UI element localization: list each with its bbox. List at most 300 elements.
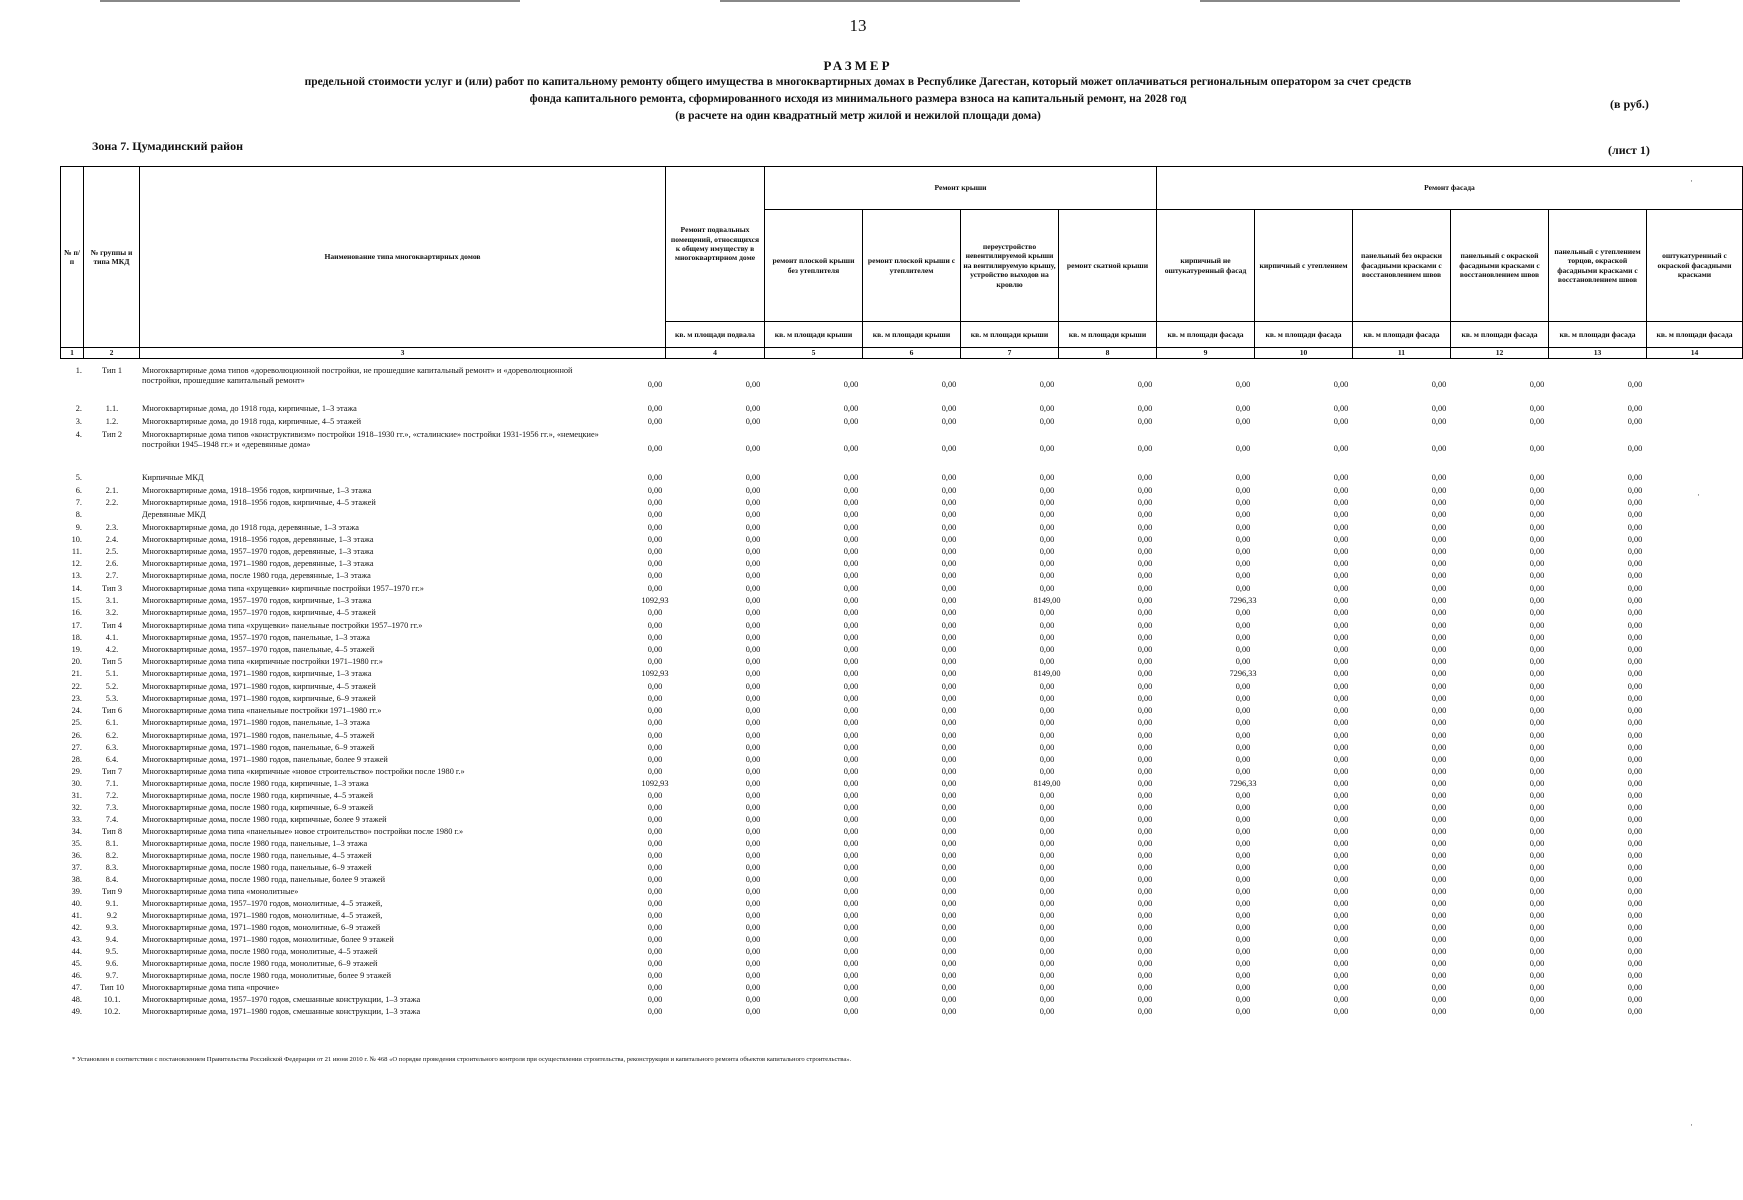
zone-label: Зона 7. Цумадинский район — [92, 139, 243, 153]
row-value-col-6: 0,00 — [843, 498, 859, 507]
row-value-col-6: 0,00 — [843, 718, 859, 727]
row-value-col-8: 0,00 — [1039, 995, 1055, 1004]
row-value-col-5: 0,00 — [745, 535, 761, 544]
table-row — [0, 430, 1716, 453]
row-value-col-7: 0,00 — [941, 827, 957, 836]
row-value-col-4: 0,00 — [647, 803, 663, 812]
row-group: 7.1. — [105, 779, 119, 788]
row-value-col-14: 0,00 — [1627, 682, 1643, 691]
colnum-1: 1 — [60, 348, 84, 359]
row-value-col-12: 0,00 — [1431, 444, 1447, 453]
row-value-col-14: 0,00 — [1627, 417, 1643, 426]
row-value-col-7: 0,00 — [941, 755, 957, 764]
row-value-col-8: 0,00 — [1039, 417, 1055, 426]
colnum-3: 3 — [140, 348, 666, 359]
row-value-col-10: 0,00 — [1235, 923, 1251, 932]
row-value-col-12: 0,00 — [1431, 755, 1447, 764]
table-row — [0, 657, 1716, 669]
row-name: Многоквартирные дома типа «панельные» новое строительство» постройки после 1980 г.» — [142, 827, 464, 836]
row-name: Многоквартирные дома, 1971–1980 годов, панельные, более 9 этажей — [142, 755, 388, 764]
row-group: 2.6. — [105, 559, 119, 568]
row-value-col-13: 0,00 — [1529, 767, 1545, 776]
row-group: 7.3. — [105, 803, 119, 812]
row-name: Многоквартирные дома, до 1918 года, кирпичные, 4–5 этажей — [142, 417, 362, 426]
row-value-col-14: 0,00 — [1627, 971, 1643, 980]
row-value-col-4: 0,00 — [647, 404, 663, 413]
row-number: 44. — [71, 947, 82, 956]
row-value-col-4: 0,00 — [647, 444, 663, 453]
row-value-col-14: 0,00 — [1627, 935, 1643, 944]
row-value-col-14: 0,00 — [1627, 767, 1643, 776]
row-value-col-12: 0,00 — [1431, 473, 1447, 482]
row-value-col-10: 0,00 — [1235, 417, 1251, 426]
row-value-col-14: 0,00 — [1627, 596, 1643, 605]
row-value-col-9: 0,00 — [1137, 645, 1153, 654]
row-value-col-7: 0,00 — [941, 645, 957, 654]
row-group: 8.1. — [105, 839, 119, 848]
row-value-col-10: 0,00 — [1235, 706, 1251, 715]
row-value-col-8: 0,00 — [1039, 899, 1055, 908]
row-value-col-9: 0,00 — [1137, 791, 1153, 800]
row-name: Деревянные МКД — [142, 510, 206, 519]
row-value-col-11: 0,00 — [1333, 911, 1349, 920]
row-number: 34. — [71, 827, 82, 836]
row-value-col-11: 0,00 — [1333, 380, 1349, 389]
row-name: Многоквартирные дома, после 1980 года, кирпичные, 6–9 этажей — [142, 803, 374, 812]
table-row — [0, 803, 1716, 815]
row-value-col-6: 0,00 — [843, 571, 859, 580]
row-value-col-10: 7296,33 — [1229, 779, 1257, 788]
colnum-7: 7 — [961, 348, 1059, 359]
row-name: Многоквартирные дома, 1971–1980 годов, монолитные, 6–9 этажей — [142, 923, 381, 932]
footnote: * Установлен в соответствии с постановлением Правительства Российской Федерации от 21 июня 2010 г. № 468 «О порядке проведения строительного контроля при осуществлении строительства, реконструкции и капитального ремонта объектов капитального строительства». — [72, 1056, 852, 1063]
row-value-col-12: 0,00 — [1431, 547, 1447, 556]
row-value-col-6: 0,00 — [843, 983, 859, 992]
row-value-col-12: 0,00 — [1431, 682, 1447, 691]
row-value-col-9: 0,00 — [1137, 682, 1153, 691]
row-value-col-5: 0,00 — [745, 584, 761, 593]
row-number: 47. — [71, 983, 82, 992]
row-value-col-5: 0,00 — [745, 827, 761, 836]
row-value-col-6: 0,00 — [843, 935, 859, 944]
row-number: 35. — [71, 839, 82, 848]
row-value-col-9: 0,00 — [1137, 779, 1153, 788]
row-value-col-4: 0,00 — [647, 694, 663, 703]
row-value-col-4: 0,00 — [647, 657, 663, 666]
row-value-col-10: 0,00 — [1235, 911, 1251, 920]
row-value-col-8: 0,00 — [1039, 473, 1055, 482]
table-row — [0, 947, 1716, 959]
row-value-col-7: 0,00 — [941, 983, 957, 992]
row-value-col-10: 0,00 — [1235, 645, 1251, 654]
row-value-col-13: 0,00 — [1529, 815, 1545, 824]
row-value-col-13: 0,00 — [1529, 755, 1545, 764]
row-number: 42. — [71, 923, 82, 932]
row-value-col-11: 0,00 — [1333, 779, 1349, 788]
row-value-col-11: 0,00 — [1333, 669, 1349, 678]
row-value-col-5: 0,00 — [745, 863, 761, 872]
row-value-col-7: 0,00 — [941, 851, 957, 860]
row-value-col-14: 0,00 — [1627, 947, 1643, 956]
row-value-col-4: 0,00 — [647, 743, 663, 752]
row-number: 32. — [71, 803, 82, 812]
row-value-col-11: 0,00 — [1333, 899, 1349, 908]
row-number: 14. — [71, 584, 82, 593]
row-value-col-12: 0,00 — [1431, 608, 1447, 617]
table-row — [0, 863, 1716, 875]
row-group: 3.2. — [105, 608, 119, 617]
row-value-col-8: 0,00 — [1039, 875, 1055, 884]
row-value-col-13: 0,00 — [1529, 1007, 1545, 1016]
row-number: 25. — [71, 718, 82, 727]
row-value-col-11: 0,00 — [1333, 486, 1349, 495]
row-value-col-12: 0,00 — [1431, 863, 1447, 872]
row-value-col-11: 0,00 — [1333, 571, 1349, 580]
row-value-col-14: 0,00 — [1627, 694, 1643, 703]
row-group: Тип 6 — [102, 706, 122, 715]
row-value-col-10: 0,00 — [1235, 608, 1251, 617]
row-name: Многоквартирные дома, до 1918 года, кирпичные, 1–3 этажа — [142, 404, 357, 413]
row-value-col-9: 0,00 — [1137, 959, 1153, 968]
row-value-col-4: 0,00 — [647, 417, 663, 426]
row-value-col-5: 0,00 — [745, 473, 761, 482]
row-value-col-5: 0,00 — [745, 621, 761, 630]
row-value-col-4: 0,00 — [647, 971, 663, 980]
row-value-col-4: 0,00 — [647, 510, 663, 519]
row-group: Тип 2 — [102, 430, 122, 439]
row-name: Многоквартирные дома, 1957–1970 годов, панельные, 4–5 этажей — [142, 645, 375, 654]
row-number: 23. — [71, 694, 82, 703]
row-value-col-12: 0,00 — [1431, 510, 1447, 519]
row-value-col-5: 0,00 — [745, 935, 761, 944]
row-value-col-7: 0,00 — [941, 417, 957, 426]
table-row — [0, 645, 1716, 657]
row-value-col-4: 0,00 — [647, 791, 663, 800]
row-number: 45. — [71, 959, 82, 968]
row-value-col-4: 0,00 — [647, 731, 663, 740]
row-value-col-10: 7296,33 — [1229, 669, 1257, 678]
row-value-col-13: 0,00 — [1529, 791, 1545, 800]
row-value-col-6: 0,00 — [843, 417, 859, 426]
page-number: 13 — [849, 16, 867, 35]
row-value-col-5: 0,00 — [745, 731, 761, 740]
row-value-col-6: 0,00 — [843, 887, 859, 896]
row-value-col-8: 0,00 — [1039, 621, 1055, 630]
row-value-col-4: 0,00 — [647, 718, 663, 727]
row-value-col-14: 0,00 — [1627, 473, 1643, 482]
row-value-col-6: 0,00 — [843, 380, 859, 389]
row-name: Многоквартирные дома, после 1980 года, панельные, 6–9 этажей — [142, 863, 372, 872]
row-value-col-11: 0,00 — [1333, 417, 1349, 426]
row-number: 43. — [71, 935, 82, 944]
row-value-col-8: 8149,00 — [1033, 669, 1061, 678]
row-value-col-9: 0,00 — [1137, 803, 1153, 812]
row-value-col-7: 0,00 — [941, 596, 957, 605]
subtitle-line-1: предельной стоимости услуг и (или) работ по капитальному ремонту общего имущества в многоквартирных домах в Республике Дагестан, который может оплачиваться региональным оператором за счет средств — [304, 76, 1412, 88]
row-group: 7.4. — [105, 815, 119, 824]
row-group: 9.6. — [105, 959, 119, 968]
row-name: Многоквартирные дома, после 1980 года, монолитные, более 9 этажей — [142, 971, 392, 980]
header-name: Наименование типа многоквартирных домов — [140, 166, 666, 348]
row-number: 37. — [71, 863, 82, 872]
row-value-col-10: 0,00 — [1235, 718, 1251, 727]
row-value-col-13: 0,00 — [1529, 827, 1545, 836]
table-row — [0, 875, 1716, 887]
row-value-col-9: 0,00 — [1137, 731, 1153, 740]
row-name: Многоквартирные дома, 1971–1980 годов, деревянные, 1–3 этажа — [142, 559, 374, 568]
row-value-col-10: 0,00 — [1235, 767, 1251, 776]
row-value-col-11: 0,00 — [1333, 559, 1349, 568]
row-value-col-13: 0,00 — [1529, 657, 1545, 666]
colnum-12: 12 — [1451, 348, 1549, 359]
row-value-col-5: 0,00 — [745, 444, 761, 453]
row-value-col-14: 0,00 — [1627, 584, 1643, 593]
colnum-9: 9 — [1157, 348, 1255, 359]
row-value-col-12: 0,00 — [1431, 911, 1447, 920]
row-value-col-7: 0,00 — [941, 899, 957, 908]
row-value-col-9: 0,00 — [1137, 498, 1153, 507]
row-value-col-5: 0,00 — [745, 815, 761, 824]
row-value-col-5: 0,00 — [745, 923, 761, 932]
table-row — [0, 827, 1716, 839]
row-value-col-13: 0,00 — [1529, 863, 1545, 872]
row-value-col-7: 0,00 — [941, 694, 957, 703]
row-value-col-6: 0,00 — [843, 559, 859, 568]
colnum-5: 5 — [765, 348, 863, 359]
row-value-col-5: 0,00 — [745, 959, 761, 968]
row-value-col-8: 0,00 — [1039, 498, 1055, 507]
table-row — [0, 608, 1716, 620]
row-name: Многоквартирные дома, 1971–1980 годов, панельные, 1–3 этажа — [142, 718, 370, 727]
row-value-col-14: 0,00 — [1627, 404, 1643, 413]
row-value-col-4: 0,00 — [647, 621, 663, 630]
row-value-col-5: 0,00 — [745, 839, 761, 848]
row-name: Многоквартирные дома типов «конструктивизм» постройки 1918–1930 гг.», «сталинские» постройки 1931-1956 гг.», «немецкие» постройки 1945–1948 гг.» и «деревянные дома» — [142, 430, 599, 449]
row-value-col-13: 0,00 — [1529, 803, 1545, 812]
row-value-col-4: 0,00 — [647, 935, 663, 944]
row-value-col-6: 0,00 — [843, 827, 859, 836]
row-name: Многоквартирные дома, после 1980 года, панельные, 1–3 этажа — [142, 839, 368, 848]
row-value-col-12: 0,00 — [1431, 498, 1447, 507]
header-col-6: ремонт плоской крыши с утеплителем — [863, 210, 961, 322]
row-value-col-5: 0,00 — [745, 718, 761, 727]
header-col-7: переустройство невентилируемой крыши на вентилируемую крышу, устройство выходов на кровлю — [961, 210, 1059, 322]
row-value-col-8: 8149,00 — [1033, 779, 1061, 788]
row-value-col-11: 0,00 — [1333, 535, 1349, 544]
row-value-col-13: 0,00 — [1529, 633, 1545, 642]
row-value-col-6: 0,00 — [843, 584, 859, 593]
row-value-col-14: 0,00 — [1627, 851, 1643, 860]
row-value-col-4: 0,00 — [647, 486, 663, 495]
row-group: 1.2. — [105, 417, 119, 426]
row-name: Многоквартирные дома, 1957–1970 годов, панельные, 1–3 этажа — [142, 633, 370, 642]
row-number: 13. — [71, 571, 82, 580]
row-group: 9.1. — [105, 899, 119, 908]
row-value-col-12: 0,00 — [1431, 633, 1447, 642]
row-value-col-11: 0,00 — [1333, 767, 1349, 776]
row-value-col-8: 0,00 — [1039, 559, 1055, 568]
row-value-col-4: 0,00 — [647, 923, 663, 932]
row-value-col-14: 0,00 — [1627, 535, 1643, 544]
row-value-col-12: 0,00 — [1431, 486, 1447, 495]
row-value-col-14: 0,00 — [1627, 380, 1643, 389]
header-basement: Ремонт подвальных помещений, относящихся к общему имуществу в многоквартирном доме — [666, 166, 765, 322]
row-value-col-9: 0,00 — [1137, 935, 1153, 944]
row-value-col-8: 0,00 — [1039, 887, 1055, 896]
row-number: 24. — [71, 706, 82, 715]
row-value-col-13: 0,00 — [1529, 417, 1545, 426]
row-value-col-7: 0,00 — [941, 839, 957, 848]
row-value-col-13: 0,00 — [1529, 995, 1545, 1004]
row-value-col-13: 0,00 — [1529, 669, 1545, 678]
row-group: 9.4. — [105, 935, 119, 944]
row-value-col-9: 0,00 — [1137, 473, 1153, 482]
row-value-col-12: 0,00 — [1431, 404, 1447, 413]
row-value-col-9: 0,00 — [1137, 559, 1153, 568]
row-name: Многоквартирные дома, 1971–1980 годов, панельные, 6–9 этажей — [142, 743, 375, 752]
row-value-col-11: 0,00 — [1333, 887, 1349, 896]
row-value-col-14: 0,00 — [1627, 803, 1643, 812]
row-value-col-4: 0,00 — [647, 645, 663, 654]
row-value-col-6: 0,00 — [843, 779, 859, 788]
row-value-col-6: 0,00 — [843, 755, 859, 764]
row-value-col-4: 0,00 — [647, 839, 663, 848]
table-row — [0, 815, 1716, 827]
table-row — [0, 621, 1716, 633]
row-value-col-8: 0,00 — [1039, 767, 1055, 776]
row-group: 5.2. — [105, 682, 119, 691]
row-group: 6.3. — [105, 743, 119, 752]
header-col-5: ремонт плоской крыши без утеплителя — [765, 210, 863, 322]
unit-col-6: кв. м площади крыши — [863, 322, 961, 348]
row-value-col-9: 0,00 — [1137, 851, 1153, 860]
row-value-col-14: 0,00 — [1627, 559, 1643, 568]
row-value-col-11: 0,00 — [1333, 584, 1349, 593]
row-value-col-11: 0,00 — [1333, 510, 1349, 519]
row-value-col-6: 0,00 — [843, 547, 859, 556]
row-value-col-7: 0,00 — [941, 706, 957, 715]
row-value-col-13: 0,00 — [1529, 596, 1545, 605]
row-value-col-12: 0,00 — [1431, 983, 1447, 992]
row-value-col-9: 0,00 — [1137, 718, 1153, 727]
row-value-col-12: 0,00 — [1431, 571, 1447, 580]
row-value-col-6: 0,00 — [843, 863, 859, 872]
row-value-col-4: 0,00 — [647, 682, 663, 691]
row-value-col-13: 0,00 — [1529, 971, 1545, 980]
row-value-col-12: 0,00 — [1431, 645, 1447, 654]
row-number: 16. — [71, 608, 82, 617]
row-value-col-8: 0,00 — [1039, 827, 1055, 836]
row-value-col-4: 0,00 — [647, 633, 663, 642]
row-value-col-6: 0,00 — [843, 444, 859, 453]
table-row — [0, 839, 1716, 851]
row-value-col-10: 0,00 — [1235, 851, 1251, 860]
row-value-col-8: 0,00 — [1039, 584, 1055, 593]
row-name: Многоквартирные дома типа «кирпичные постройки 1971–1980 гг.» — [142, 657, 383, 666]
row-value-col-10: 0,00 — [1235, 995, 1251, 1004]
row-value-col-6: 0,00 — [843, 875, 859, 884]
row-value-col-6: 0,00 — [843, 657, 859, 666]
row-number: 4. — [75, 430, 82, 439]
row-value-col-4: 0,00 — [647, 983, 663, 992]
row-name: Многоквартирные дома типа «монолитные» — [142, 887, 299, 896]
row-value-col-10: 0,00 — [1235, 510, 1251, 519]
row-value-col-13: 0,00 — [1529, 559, 1545, 568]
row-name: Многоквартирные дома, 1971–1980 годов, монолитные, более 9 этажей — [142, 935, 394, 944]
table-row — [0, 486, 1716, 498]
row-name: Многоквартирные дома, 1957–1970 годов, монолитные, 4–5 этажей, — [142, 899, 383, 908]
row-number: 49. — [71, 1007, 82, 1016]
table-row — [0, 851, 1716, 863]
row-number: 40. — [71, 899, 82, 908]
row-value-col-14: 0,00 — [1627, 608, 1643, 617]
row-value-col-5: 0,00 — [745, 851, 761, 860]
row-value-col-4: 0,00 — [647, 706, 663, 715]
table-row — [0, 767, 1716, 779]
row-value-col-5: 0,00 — [745, 498, 761, 507]
table-row — [0, 1007, 1716, 1019]
row-number: 22. — [71, 682, 82, 691]
row-value-col-4: 0,00 — [647, 571, 663, 580]
row-group: 5.3. — [105, 694, 119, 703]
row-value-col-7: 0,00 — [941, 498, 957, 507]
row-group: Тип 1 — [102, 366, 122, 375]
row-name: Многоквартирные дома типа «панельные постройки 1971–1980 гг.» — [142, 706, 382, 715]
row-number: 28. — [71, 755, 82, 764]
subtitle-line-2: фонда капитального ремонта, сформированного исходя из минимального размера взноса на капитальный ремонт, на 2028 год — [529, 93, 1187, 105]
row-value-col-7: 0,00 — [941, 633, 957, 642]
scan-mark: · — [1697, 490, 1700, 500]
row-value-col-7: 0,00 — [941, 444, 957, 453]
row-value-col-9: 0,00 — [1137, 899, 1153, 908]
row-value-col-4: 0,00 — [647, 559, 663, 568]
row-value-col-9: 0,00 — [1137, 669, 1153, 678]
row-value-col-10: 0,00 — [1235, 535, 1251, 544]
row-value-col-14: 0,00 — [1627, 827, 1643, 836]
row-value-col-7: 0,00 — [941, 803, 957, 812]
row-value-col-5: 0,00 — [745, 1007, 761, 1016]
table-row — [0, 571, 1716, 583]
row-name: Многоквартирные дома, 1971–1980 годов, кирпичные, 6–9 этажей — [142, 694, 376, 703]
row-value-col-13: 0,00 — [1529, 523, 1545, 532]
row-value-col-6: 0,00 — [843, 706, 859, 715]
table-row — [0, 718, 1716, 730]
row-value-col-12: 0,00 — [1431, 971, 1447, 980]
row-value-col-10: 0,00 — [1235, 827, 1251, 836]
row-value-col-9: 0,00 — [1137, 571, 1153, 580]
row-number: 31. — [71, 791, 82, 800]
row-number: 8. — [75, 510, 82, 519]
table-row — [0, 473, 1716, 485]
row-value-col-7: 0,00 — [941, 731, 957, 740]
row-value-col-13: 0,00 — [1529, 547, 1545, 556]
row-value-col-11: 0,00 — [1333, 444, 1349, 453]
row-name: Многоквартирные дома, 1957–1970 годов, кирпичные, 4–5 этажей — [142, 608, 376, 617]
row-group: 2.4. — [105, 535, 119, 544]
row-name: Многоквартирные дома, 1971–1980 годов, монолитные, 4–5 этажей, — [142, 911, 383, 920]
row-value-col-11: 0,00 — [1333, 731, 1349, 740]
row-value-col-5: 0,00 — [745, 633, 761, 642]
row-value-col-6: 0,00 — [843, 473, 859, 482]
row-value-col-8: 0,00 — [1039, 523, 1055, 532]
row-value-col-8: 0,00 — [1039, 1007, 1055, 1016]
row-value-col-8: 0,00 — [1039, 645, 1055, 654]
row-value-col-9: 0,00 — [1137, 706, 1153, 715]
row-value-col-8: 0,00 — [1039, 803, 1055, 812]
row-value-col-9: 0,00 — [1137, 596, 1153, 605]
row-group: 4.2. — [105, 645, 119, 654]
row-value-col-5: 0,00 — [745, 645, 761, 654]
